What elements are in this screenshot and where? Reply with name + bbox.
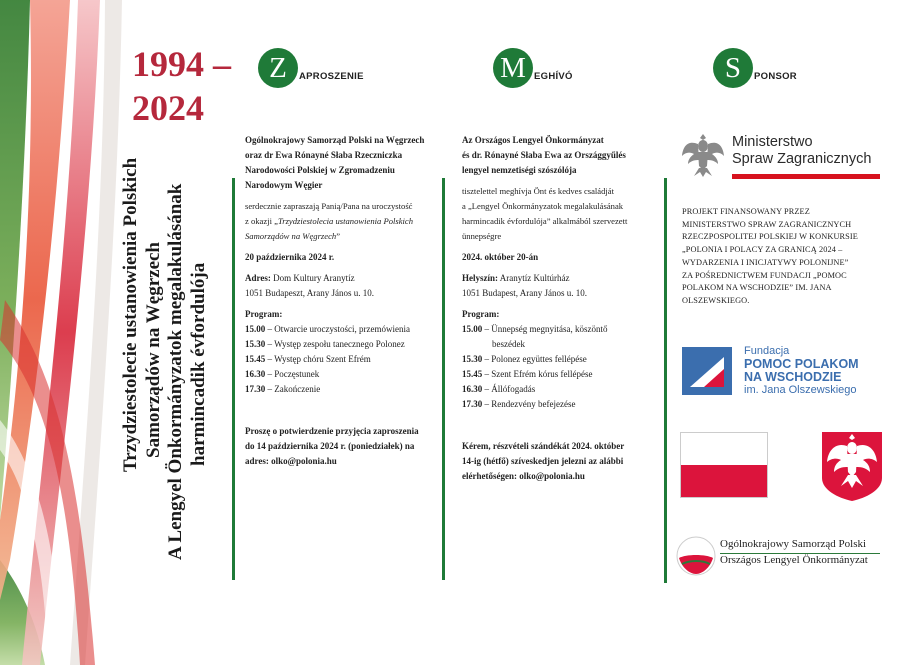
meghivo-label: EGHÍVÓ	[534, 71, 573, 82]
program-text: – Szent Efrém kórus fellépése	[482, 369, 593, 379]
coat-of-arms-icon	[820, 430, 884, 502]
sponsor-line: MINISTERSTWO SPRAW ZAGRANICZNYCH	[682, 219, 852, 229]
polish-invite	[245, 199, 440, 244]
program-text: – Poczęstunek	[265, 369, 320, 379]
ministry-name-line: Ministerstwo	[732, 134, 813, 150]
polish-program-label: Program:	[245, 309, 283, 319]
program-text: – Występ chóru Szent Efrém	[265, 354, 371, 364]
hungarian-invite-line: harmincadik évfordulója” alkalmából szervezett	[462, 216, 628, 226]
hungarian-rsvp-line: 14-ig (hétfő) szíveskedjen jelezni az alábbi	[462, 456, 624, 466]
osp-line-hungarian: Országos Lengyel Önkormányzat	[720, 554, 868, 566]
polish-invite-text: z okazji „	[245, 216, 278, 226]
vertical-title-line-3: A Lengyel Önkormányzatok megalakulásának	[165, 183, 186, 560]
program-time: 16.30	[245, 369, 266, 379]
hungarian-intro-line: és dr. Rónayné Słaba Ewa az Országgyűlés	[462, 150, 626, 160]
vertical-title-line-2: Samorządów na Węgrzech	[142, 241, 164, 458]
list-item	[245, 382, 440, 397]
zaproszenie-label: APROSZENIE	[299, 71, 364, 82]
zaproszenie-circle: Z	[258, 48, 298, 88]
list-item	[245, 367, 440, 382]
sponsor-line: RZECZPOSPOLITEJ POLSKIEJ W KONKURSIE	[682, 232, 858, 242]
flag-white-stripe	[681, 433, 767, 465]
hungarian-program-label: Program:	[462, 309, 500, 319]
polish-intro-line: Narodowym Węgier	[245, 180, 323, 190]
program-text: – Polonez együttes fellépése	[482, 354, 587, 364]
polish-date: 20 października 2024 r.	[245, 252, 335, 262]
hungarian-intro-line: Az Országos Lengyel Önkormányzat	[462, 135, 604, 145]
polish-program	[245, 322, 440, 397]
polish-intro	[245, 133, 440, 193]
hungarian-date: 2024. október 20-án	[462, 252, 539, 262]
program-time: 15.45	[462, 369, 483, 379]
sponsor-line: POLAKOM NA WSCHODZIE” IM. JANA	[682, 283, 832, 293]
hungarian-rsvp	[462, 439, 662, 484]
polish-flag	[680, 432, 768, 498]
sponsor-circle: S	[713, 48, 753, 88]
fundacja-name	[744, 345, 859, 397]
program-text: – Ünnepség megnyitása, köszöntő	[482, 324, 608, 334]
fundacja-line: NA WSCHODZIE	[744, 370, 842, 384]
polish-invite-quote: ”	[336, 231, 341, 241]
polish-invite-italic: Trzydziestolecia ustanowienia Polskich	[277, 216, 414, 226]
osp-line-polish: Ogólnokrajowy Samorząd Polski	[720, 538, 867, 550]
hungarian-invitation	[462, 133, 662, 484]
vertical-title	[120, 157, 210, 560]
eagle-icon	[680, 130, 726, 180]
vertical-title-line-4: harmincadik évfordulója	[187, 262, 209, 466]
program-time: 15.30	[462, 354, 483, 364]
polish-invite-line	[245, 214, 440, 229]
sponsor-statement	[682, 206, 882, 308]
hungarian-rsvp-line: Kérem, részvételi szándékát 2024. október	[462, 441, 625, 451]
hungarian-address-street: 1051 Budapest, Arany János u. 10.	[462, 288, 587, 298]
sponsor-line: WYDARZENIA I INICJATYWY POLONIJNE”	[682, 257, 849, 267]
polish-invite-italic: Samorządów na Węgrzech	[245, 231, 337, 241]
flag-red-stripe	[681, 465, 767, 497]
sponsor-line: OLSZEWSKIEGO.	[682, 295, 750, 305]
polish-rsvp-line: adres: olko@polonia.hu	[245, 456, 337, 466]
program-text: beszédek	[492, 339, 525, 349]
polish-invite-line: serdecznie zapraszają Panią/Pana na uroczystość	[245, 201, 413, 211]
fundacja-line: im. Jana Olszewskiego	[744, 384, 857, 396]
program-text: – Zakończenie	[265, 384, 321, 394]
list-item	[245, 322, 440, 337]
osp-logo	[676, 532, 882, 580]
fundacja-line: POMOC POLAKOM	[744, 357, 859, 371]
hungarian-address-venue: Aranytíz Kultúrház	[498, 273, 570, 283]
program-text: – Rendezvény befejezése	[482, 399, 576, 409]
program-time: 17.30	[462, 399, 483, 409]
polish-invite-line	[245, 229, 440, 244]
program-text: – Otwarcie uroczystości, przemówienia	[265, 324, 410, 334]
fundacja-logo	[680, 345, 880, 397]
list-item	[245, 352, 440, 367]
list-item	[245, 337, 440, 352]
list-item	[462, 337, 662, 352]
polish-intro-line: Narodowości Polskiej w Zgromadzeniu	[245, 165, 395, 175]
hungarian-invite-line: tisztelettel meghívja Önt és kedves családját	[462, 186, 615, 196]
list-item	[462, 322, 662, 337]
hungarian-program	[462, 322, 662, 412]
fundacja-line: Fundacja	[744, 345, 790, 357]
hungarian-invite-line: ünnepségre	[462, 231, 502, 241]
program-time: 15.45	[245, 354, 266, 364]
list-item	[462, 382, 662, 397]
hungarian-address	[462, 271, 662, 301]
decorative-ribbons	[0, 0, 125, 665]
divider-left	[232, 178, 235, 580]
program-text: – Állófogadás	[482, 384, 536, 394]
hungarian-address-label: Helyszín:	[462, 273, 498, 283]
vertical-title-line-1: Trzydziestolecie ustanowienia Polskich	[120, 157, 141, 472]
polish-intro-line: Ogólnokrajowy Samorząd Polski na Węgrzech	[245, 135, 425, 145]
divider-middle	[442, 178, 445, 580]
polish-rsvp-line: Proszę o potwierdzenie przyjęcia zaproszenia	[245, 426, 419, 436]
years-line-1: 1994 –	[132, 44, 231, 84]
program-time: 17.30	[245, 384, 266, 394]
ministry-name-line: Spraw Zagranicznych	[732, 151, 872, 167]
program-time: 16.30	[462, 384, 483, 394]
ministry-red-bar	[732, 174, 880, 179]
years-line-2: 2024	[132, 88, 204, 128]
program-time: 15.30	[245, 339, 266, 349]
program-text: – Występ zespołu tanecznego Polonez	[265, 339, 405, 349]
years-heading	[132, 42, 231, 130]
list-item	[462, 367, 662, 382]
hungarian-intro	[462, 133, 662, 178]
hungarian-rsvp-line: elérhetőségen: olko@polonia.hu	[462, 471, 585, 481]
sponsor-line: PROJEKT FINANSOWANY PRZEZ	[682, 207, 810, 216]
program-time: 15.00	[245, 324, 266, 334]
sponsor-line: „POLONIA I POLACY ZA GRANICĄ 2024 –	[682, 245, 843, 255]
polish-address-street: 1051 Budapeszt, Arany János u. 10.	[245, 288, 374, 298]
polish-rsvp	[245, 424, 440, 469]
polish-rsvp-line: do 14 października 2024 r. (poniedziałek) na	[245, 441, 415, 451]
program-time: 15.00	[462, 324, 483, 334]
polish-address	[245, 271, 440, 301]
hungarian-invite-line: a „Lengyel Önkormányzatok megalakulásának	[462, 201, 624, 211]
osp-name	[720, 536, 868, 568]
osp-divider	[720, 553, 880, 554]
polish-address-venue: Dom Kultury Aranytíz	[270, 273, 355, 283]
sponsor-label: PONSOR	[754, 71, 797, 82]
list-item	[462, 397, 662, 412]
osp-emblem-icon	[676, 536, 716, 576]
polish-address-label: Adres:	[245, 273, 271, 283]
divider-right	[664, 178, 667, 583]
list-item	[462, 352, 662, 367]
fundacja-emblem-icon	[682, 347, 732, 395]
hungarian-invite	[462, 184, 662, 244]
sponsor-line: ZA POŚREDNICTWEM FUNDACJI „POMOC	[682, 270, 847, 280]
hungarian-intro-line: lengyel nemzetiségi szószólója	[462, 165, 577, 175]
ministry-logo	[680, 130, 880, 185]
ministry-name	[732, 134, 871, 168]
polish-invitation	[245, 133, 440, 469]
meghivo-circle: M	[493, 48, 533, 88]
polish-intro-line: oraz dr Ewa Rónayné Słaba Rzeczniczka	[245, 150, 403, 160]
